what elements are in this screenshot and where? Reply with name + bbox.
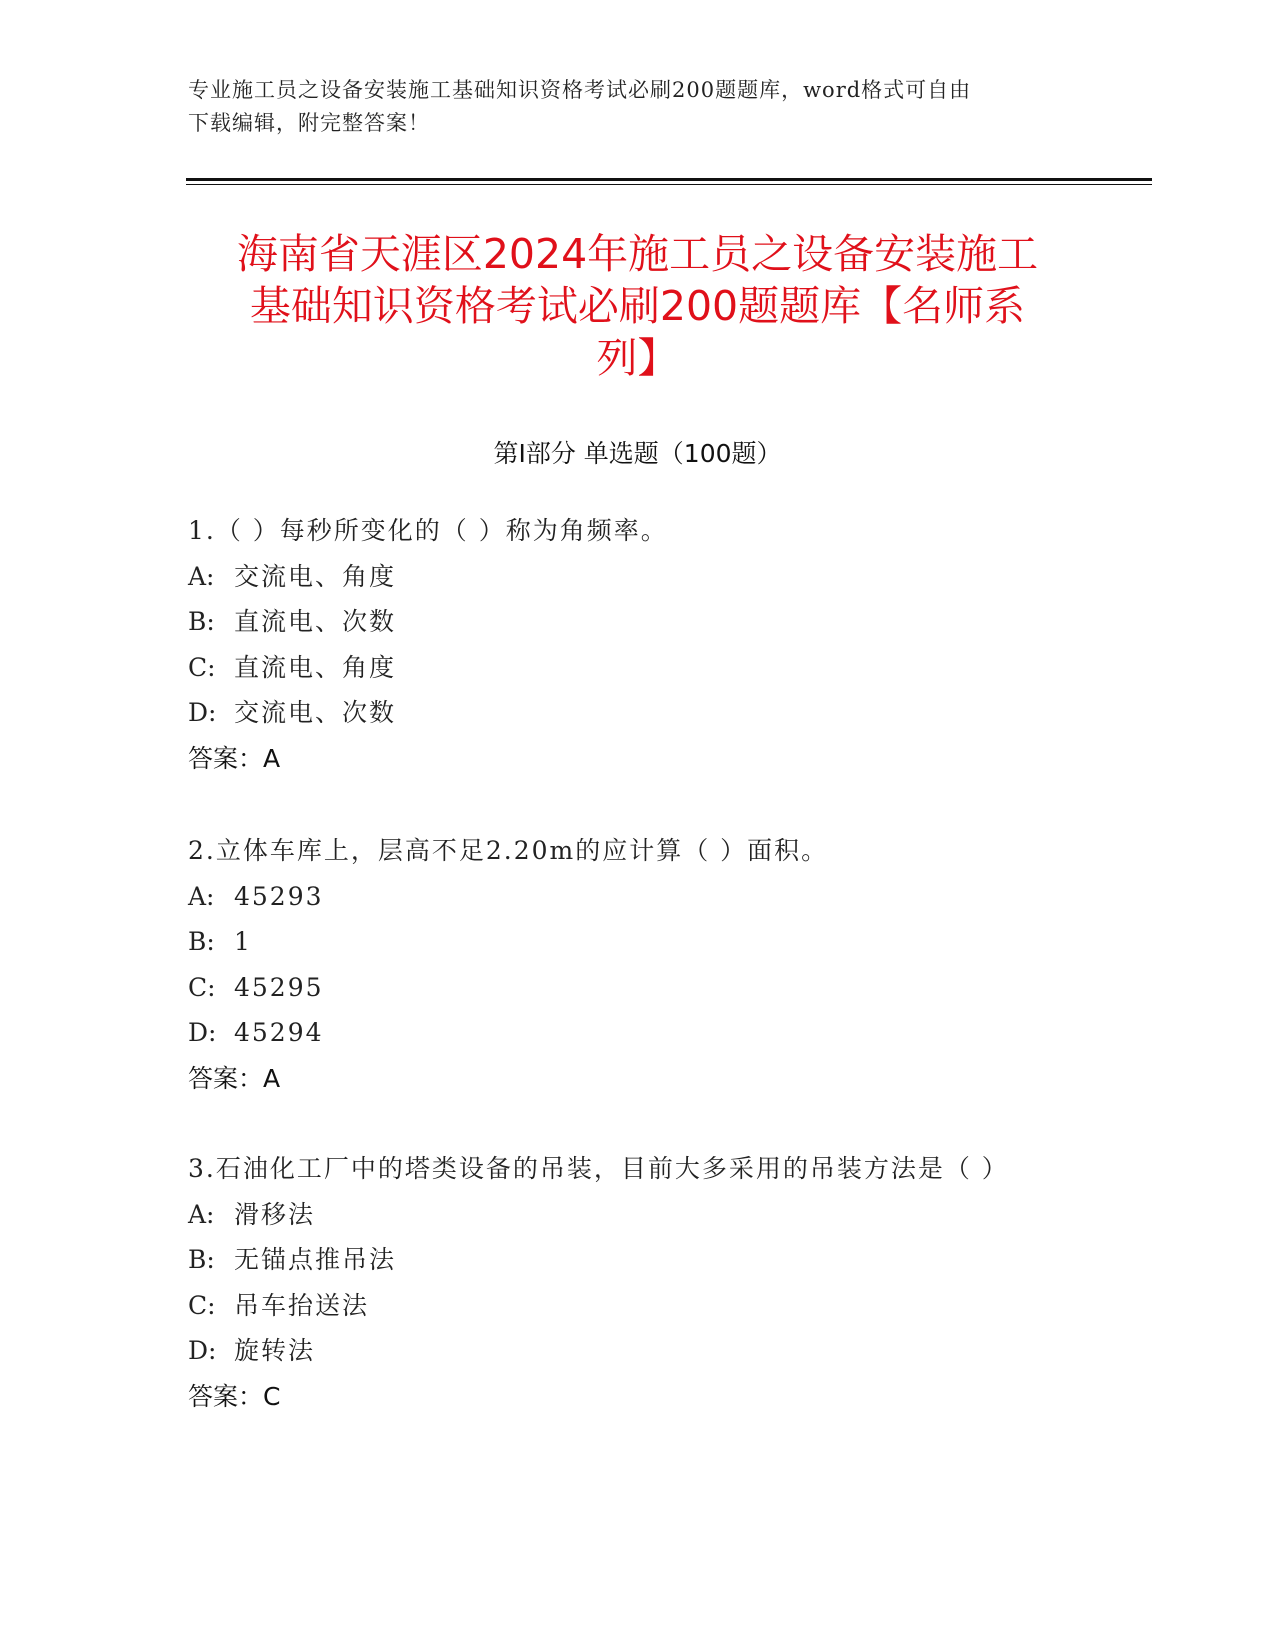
- title-line-2: 基础知识资格考试必刷200题题库【名师系: [249, 282, 1026, 330]
- option-letter: B:: [188, 607, 215, 636]
- option-letter: A:: [188, 881, 215, 911]
- option-text: 交流电、角度: [234, 561, 397, 591]
- option-d: [188, 690, 1088, 736]
- option-a: [188, 874, 1088, 920]
- option-b: [188, 599, 1088, 645]
- option-text: 45293: [234, 881, 324, 911]
- option-letter: D:: [188, 1018, 217, 1047]
- option-text: 45295: [234, 972, 324, 1002]
- header-rule-thin: [186, 184, 1152, 185]
- answer-key: 答案：A: [188, 1063, 281, 1093]
- option-text: 吊车抬送法: [234, 1290, 370, 1320]
- option-letter: A:: [188, 561, 215, 591]
- option-text: 直流电、角度: [234, 652, 397, 682]
- option-letter: B:: [188, 1245, 215, 1274]
- title-line-3: 列】: [596, 334, 679, 382]
- question-stem: 2.立体车库上，层高不足2.20m的应计算（ ）面积。: [188, 836, 829, 865]
- option-text: 滑移法: [234, 1199, 316, 1229]
- option-b: [188, 1237, 1088, 1283]
- title-line-1: 海南省天涯区2024年施工员之设备安装施工: [236, 230, 1039, 278]
- answer-key: 答案：C: [188, 1381, 281, 1411]
- option-text: 交流电、次数: [234, 698, 397, 727]
- option-text: 45294: [234, 1018, 324, 1047]
- option-a: [188, 1192, 1088, 1238]
- option-letter: D:: [188, 698, 217, 727]
- question-3: [188, 1146, 1088, 1419]
- header-note: [188, 74, 1088, 140]
- section-heading: 第Ⅰ部分 单选题（100题）: [493, 439, 782, 468]
- option-letter: C:: [188, 972, 216, 1002]
- answer-key: 答案：A: [188, 743, 281, 773]
- option-a: [188, 554, 1088, 600]
- option-text: 无锚点推吊法: [234, 1245, 397, 1274]
- question-2: [188, 828, 1088, 1101]
- question-stem: 1.（ ）每秒所变化的（ ）称为角频率。: [188, 516, 668, 545]
- option-letter: C:: [188, 1290, 216, 1320]
- option-letter: C:: [188, 652, 216, 682]
- question-stem: 3.石油化工厂中的塔类设备的吊装，目前大多采用的吊装方法是（ ）: [188, 1154, 1009, 1183]
- option-c: [188, 965, 1088, 1011]
- header-rule-thick: [186, 178, 1152, 181]
- option-c: [188, 1283, 1088, 1329]
- option-c: [188, 645, 1088, 691]
- option-text: 旋转法: [234, 1336, 316, 1365]
- option-d: [188, 1010, 1088, 1056]
- option-d: [188, 1328, 1088, 1374]
- question-1: [188, 508, 1088, 781]
- header-note-line-1: 专业施工员之设备安装施工基础知识资格考试必刷200题题库，word格式可自由: [188, 78, 972, 102]
- option-letter: B:: [188, 927, 215, 956]
- option-b: [188, 919, 1088, 965]
- header-note-line-2: 下载编辑，附完整答案！: [188, 111, 430, 135]
- option-text: 1: [234, 927, 252, 956]
- option-letter: A:: [188, 1199, 215, 1229]
- option-letter: D:: [188, 1336, 217, 1365]
- document-title: [150, 228, 1125, 384]
- option-text: 直流电、次数: [234, 607, 397, 636]
